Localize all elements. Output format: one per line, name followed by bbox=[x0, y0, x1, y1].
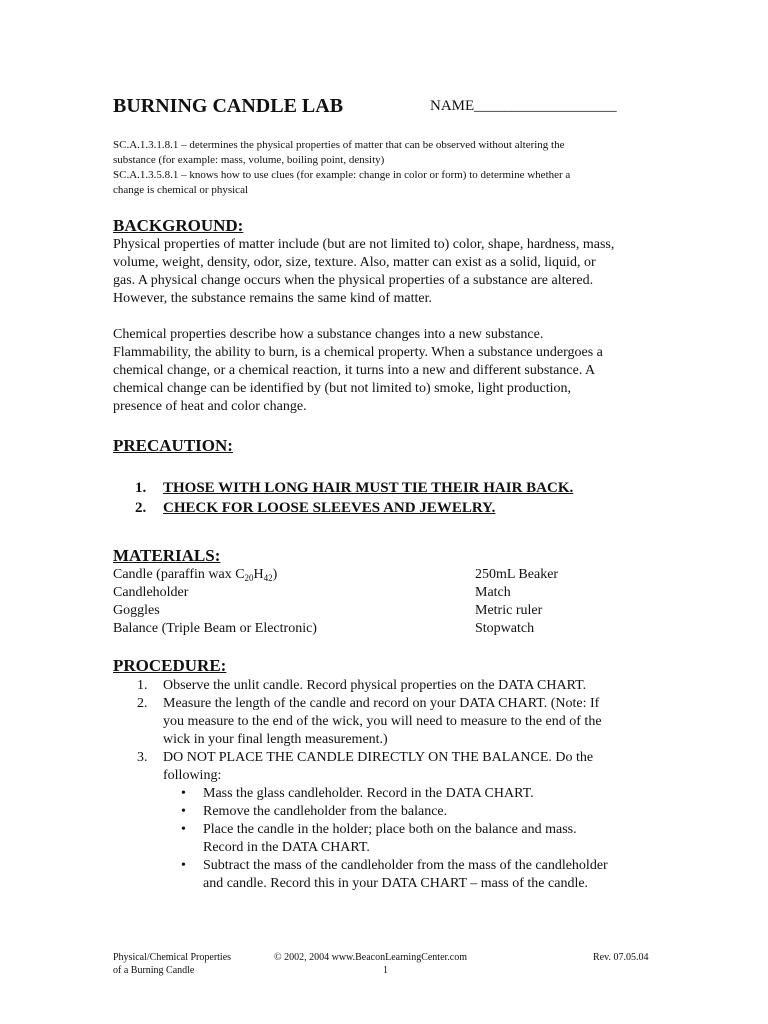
text-line: chemical change can be identified by (but not limited to) smoke, light production, bbox=[113, 381, 571, 396]
bullet-icon: • bbox=[181, 786, 186, 801]
material-item: Goggles bbox=[113, 603, 160, 618]
footer-page-number: 1 bbox=[383, 965, 388, 976]
precaution-text: CHECK FOR LOOSE SLEEVES AND JEWELRY. bbox=[163, 500, 496, 516]
bullet-icon: • bbox=[181, 858, 186, 873]
step-number: 3. bbox=[137, 750, 148, 765]
precaution-heading: PRECAUTION: bbox=[113, 436, 233, 455]
text-line: Physical properties of matter include (but are not limited to) color, shape, hardness, mass, bbox=[113, 237, 615, 252]
precaution-item bbox=[135, 480, 573, 497]
bullet-icon: • bbox=[181, 804, 186, 819]
material-item: Balance (Triple Beam or Electronic) bbox=[113, 621, 317, 636]
precaution-number: 1. bbox=[135, 480, 147, 496]
bullet-icon: • bbox=[181, 822, 186, 837]
material-item: Match bbox=[475, 585, 511, 600]
text-line: Chemical properties describe how a substance changes into a new substance. bbox=[113, 327, 544, 342]
procedure-heading: PROCEDURE: bbox=[113, 656, 227, 675]
materials-right-column bbox=[475, 566, 558, 638]
standard-line: SC.A.1.3.1.8.1 – determines the physical properties of matter that can be observed without altering the bbox=[113, 139, 565, 151]
step-text: Measure the length of the candle and record on your DATA CHART. (Note: If bbox=[163, 696, 600, 711]
footer-text: Physical/Chemical Properties bbox=[113, 952, 232, 963]
step-text: wick in your final length measurement.) bbox=[163, 732, 388, 747]
standard-line: SC.A.1.3.5.8.1 – knows how to use clues (for example: change in color or form) to determine whether a bbox=[113, 169, 571, 181]
text-line: chemical change, or a chemical reaction, it turns into a new and different substance. A bbox=[113, 363, 596, 378]
precaution-text: THOSE WITH LONG HAIR MUST TIE THEIR HAIR BACK. bbox=[163, 480, 574, 496]
text-line: gas. A physical change occurs when the physical properties of a substance are altered. bbox=[113, 273, 594, 288]
bullet-text: Subtract the mass of the candleholder from the mass of the candleholder bbox=[203, 858, 608, 873]
footer-left bbox=[113, 951, 231, 977]
procedure-list bbox=[113, 677, 653, 907]
bullet-text: Record in the DATA CHART. bbox=[203, 840, 370, 855]
background-heading: BACKGROUND: bbox=[113, 216, 244, 235]
precaution-item bbox=[135, 500, 495, 517]
step-number: 2. bbox=[137, 696, 148, 711]
text-line: presence of heat and color change. bbox=[113, 399, 307, 414]
standard-line: substance (for example: mass, volume, boiling point, density) bbox=[113, 154, 385, 166]
name-field-label: NAME___________________ bbox=[430, 98, 617, 114]
bullet-text: Remove the candleholder from the balance. bbox=[203, 804, 448, 819]
material-item: Candle (paraffin wax $C_{20}H_{42}$) bbox=[113, 567, 278, 583]
step-number: 1. bbox=[137, 678, 148, 693]
footer-text: of a Burning Candle bbox=[113, 965, 195, 976]
material-item: 250mL Beaker bbox=[475, 567, 559, 582]
footer-copyright: © 2002, 2004 www.BeaconLearningCenter.com bbox=[274, 952, 468, 963]
bullet-text: Mass the glass candleholder. Record in the DATA CHART. bbox=[203, 786, 534, 801]
background-paragraph-1 bbox=[113, 236, 653, 308]
materials-heading: MATERIALS: bbox=[113, 546, 221, 565]
text-line: Flammability, the ability to burn, is a chemical property. When a substance undergoes a bbox=[113, 345, 603, 360]
text-line: volume, weight, density, odor, size, texture. Also, matter can exist as a solid, liquid, or bbox=[113, 255, 596, 270]
step-text: Observe the unlit candle. Record physical properties on the DATA CHART. bbox=[163, 678, 587, 693]
material-item: Candleholder bbox=[113, 585, 189, 600]
page-title: BURNING CANDLE LAB bbox=[113, 95, 344, 117]
step-text: DO NOT PLACE THE CANDLE DIRECTLY ON THE BALANCE. Do the bbox=[163, 750, 594, 765]
precaution-number: 2. bbox=[135, 500, 147, 516]
text-line: However, the substance remains the same kind of matter. bbox=[113, 291, 433, 306]
materials-left-column bbox=[113, 566, 317, 638]
material-item: Stopwatch bbox=[475, 621, 535, 636]
footer-revision: Rev. 07.05.04 bbox=[593, 952, 649, 963]
standard-line: change is chemical or physical bbox=[113, 184, 249, 196]
bullet-text: and candle. Record this in your DATA CHART – mass of the candle. bbox=[203, 876, 589, 891]
background-paragraph-2 bbox=[113, 326, 653, 416]
standards-block bbox=[113, 138, 570, 198]
step-text: following: bbox=[163, 768, 222, 783]
step-text: you measure to the end of the wick, you will need to measure to the end of the bbox=[163, 714, 602, 729]
bullet-text: Place the candle in the holder; place both on the balance and mass. bbox=[203, 822, 577, 837]
material-item: Metric ruler bbox=[475, 603, 543, 618]
